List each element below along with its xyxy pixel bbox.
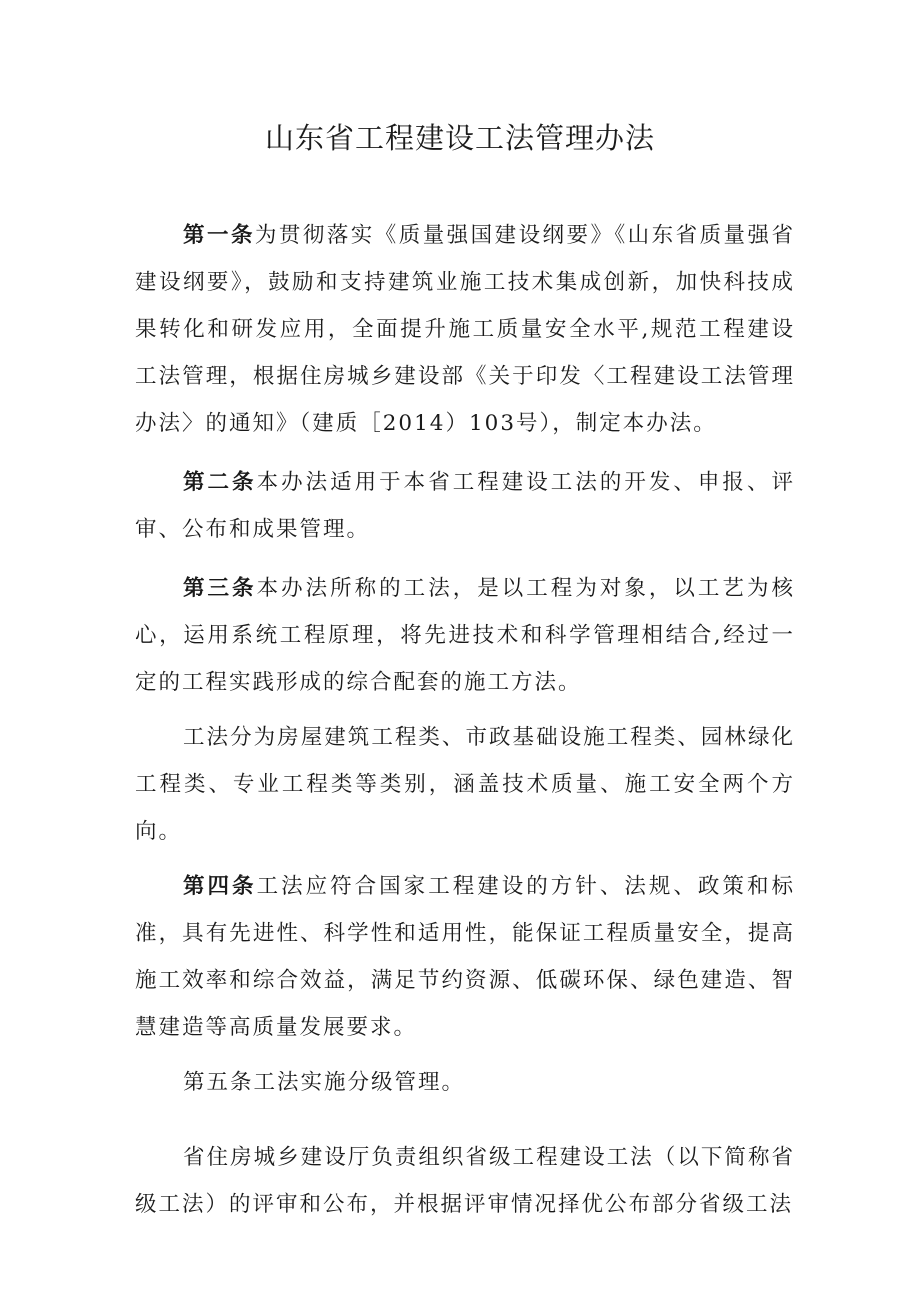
article-5-subparagraph-text: 省住房城乡建设厅负责组织省级工程建设工法（以下简称省级工法）的评审和公布，并根据评审情况择优公布部分省级工法: [135, 1145, 795, 1217]
article-2-text: 本办法适用于本省工程建设工法的开发、申报、评审、公布和成果管理。: [135, 470, 795, 542]
article-2-lead: 第二条: [183, 470, 257, 495]
article-5-paragraph: [135, 1059, 795, 1106]
article-3-subparagraph: [135, 714, 795, 855]
article-3-lead: 第三条: [183, 576, 257, 601]
article-1-lead: 第一条: [183, 223, 255, 248]
article-4-text: 工法应符合国家工程建设的方针、法规、政策和标准，具有先进性、科学性和适用性，能保证工程质量安全，提高施工效率和综合效益，满足节约资源、低碳环保、绿色建造、智慧建造等高质量发展要求。: [135, 874, 795, 1040]
article-1-text: 为贯彻落实《质量强国建设纲要》《山东省质量强省建设纲要》，鼓励和支持建筑业施工技术集成创新，加快科技成果转化和研发应用，全面提升施工质量安全水平,规范工程建设工法管理，根据住房城乡建设部《关于印发〈工程建设工法管理办法〉的通知》（建质［2014）103号），制定本办法。: [135, 223, 795, 436]
document-body: [135, 212, 795, 1228]
article-3-paragraph: [135, 565, 795, 706]
article-5-text: 第五条工法实施分级管理。: [183, 1070, 466, 1095]
article-5-subparagraph: [135, 1134, 795, 1228]
article-1-paragraph: [135, 212, 795, 447]
article-3-subparagraph-text: 工法分为房屋建筑工程类、市政基础设施工程类、园林绿化工程类、专业工程类等类别，涵盖技术质量、施工安全两个方向。: [135, 725, 795, 844]
article-4-paragraph: [135, 863, 795, 1051]
article-3-text: 本办法所称的工法，是以工程为对象，以工艺为核心，运用系统工程原理，将先进技术和科学管理相结合,经过一定的工程实践形成的综合配套的施工方法。: [135, 576, 795, 695]
document-title: 山东省工程建设工法管理办法: [264, 121, 655, 155]
article-2-paragraph: [135, 459, 795, 553]
article-4-lead: 第四条: [183, 874, 257, 899]
